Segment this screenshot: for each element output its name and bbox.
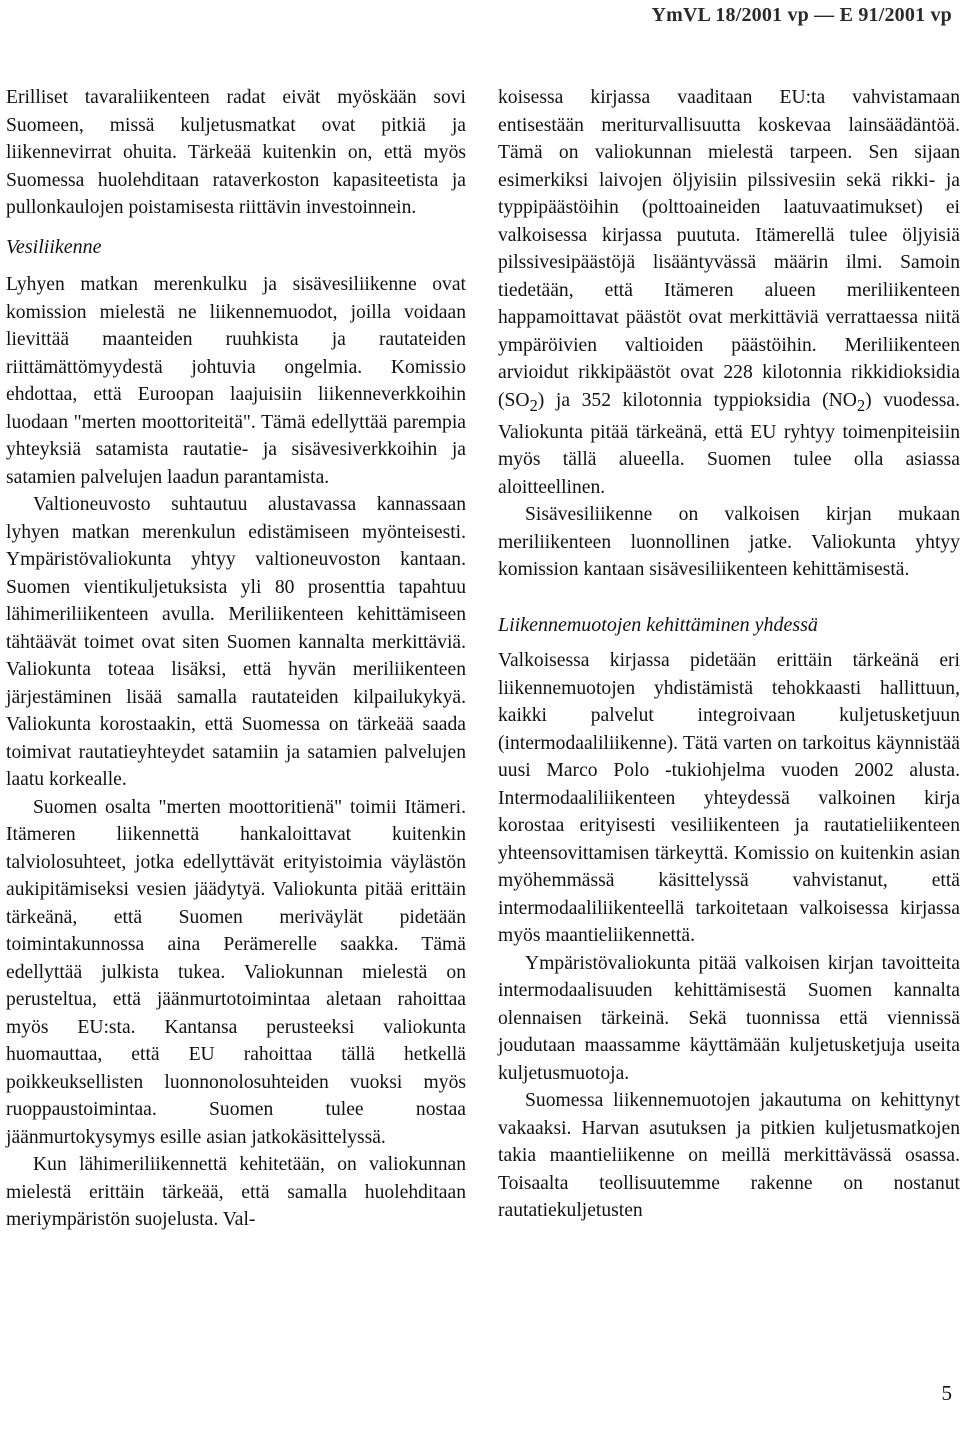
- text-run: ) vuodessa. Valiokunta pitää tärkeänä, että EU ryhtyy toimenpiteisiin myös tällä alueella. Suomen tulee olla asiassa aloitteellinen.: [498, 389, 960, 498]
- paragraph: Suomessa liikennemuotojen jakautuma on kehittynyt vakaaksi. Harvan asutuksen ja pitkien kuljetusmatkojen takia maantieliikenne on meillä merkittävässä osassa. Toisaalta teollisuutemme rakenne on nostanut rautatiekuljetusten: [498, 1090, 960, 1222]
- section-heading-vesiliikenne: Vesiliikenne: [6, 235, 102, 258]
- paragraph: Sisävesiliikenne on valkoisen kirjan mukaan meriliikenteen luonnollinen jatke. Valiokunta yhtyy komission kantaan sisävesiliikenteen kehittämisestä.: [498, 504, 960, 581]
- subscript: 2: [856, 395, 866, 415]
- intro-paragraph: Erilliset tavaraliikenteen radat eivät myöskään sovi Suomeen, missä kuljetusmatkat ovat pitkiä ja liikennevirrat ohuita. Tärkeää kuitenkin on, että myös Suomessa huolehditaan rataverkoston kapasiteetista ja pullonkaulojen poistamisesta riittävin investoinnein.: [6, 87, 466, 218]
- subscript: 2: [529, 395, 538, 415]
- left-column: [6, 84, 466, 1234]
- section-heading-liikennemuodot: Liikennemuotojen kehittäminen yhdessä: [498, 613, 818, 636]
- paragraph-continued: [498, 84, 960, 501]
- text-run: koisessa kirjassa vaaditaan EU:ta vahvistamaan entisestään meriturvallisuutta koskevaa lainsäädäntöä. Tämä on valiokunnan mielestä tarpeen. Sen sijaan esimerkiksi laivojen öljyisiin pilssivesiin sekä rikki- ja typpipäästöihin (polttoaineiden laatuvaatimukset) ei valkoisessa kirjassa puututa. Itämerellä tulee öljyisiä pilssivesipäästöjä lisääntyvässä määrin ilmi. Samoin tiedetään, että Itämeren alueen meriliikenteen happamoittavat päästöt ovat merkittäviä verrattaessa niitä ympäröivien valtioiden päästöihin. Meriliikenteen arvioidut rikkipäästöt ovat 228 kilotonnia rikkidioksidia (SO: [498, 87, 960, 411]
- right-column: [498, 84, 960, 1225]
- paragraph: Valtioneuvosto suhtautuu alustavassa kannassaan lyhyen matkan merenkulun edistämiseen myönteisesti. Ympäristövaliokunta yhtyy valtioneuvoston kantaan. Suomen vientikuljetuksista yli 80 prosenttia tapahtuu lähimeriliikenteen avulla. Meriliikenteen kehittämiseen tähtäävät toimet ovat siten Suomen kannalta merkittäviä. Valiokunta toteaa lisäksi, että hyvän meriliikenteen järjestäminen lisää samalla rautateiden kilpailukykyä. Valiokunta korostaakin, että Suomessa on tärkeää saada toimivat rautatieyhteydet satamiin ja satamien palvelujen laatu korkealle.: [6, 494, 466, 790]
- paragraph: Kun lähimeriliikennettä kehitetään, on valiokunnan mielestä erittäin tärkeää, että samalla huolehditaan meriympäristön suojelusta. Val-: [6, 1154, 466, 1230]
- text-run: ) ja 352 kilotonnia typpioksidia (NO: [537, 389, 857, 411]
- page-number: 5: [941, 1381, 952, 1405]
- paragraph: Lyhyen matkan merenkulku ja sisävesiliikenne ovat komission mielestä ne liikennemuodot, joilla voidaan lievittää maanteiden ruuhkista ja rautateiden riittämättömyydestä johtuvia ongelmia. Komissio ehdottaa, että Euroopan laajuisiin liikenneverkkoihin luodaan "merten moottoriteitä". Tämä edellyttää parempia yhteyksiä satamista rautatie- ja sisävesiverkkoihin ja satamien palvelujen laadun parantamista.: [6, 274, 466, 488]
- paragraph: Valkoisessa kirjassa pidetään erittäin tärkeänä eri liikennemuotojen yhdistämistä tehokkaasti hallittuun, kaikki palvelut integroivaan kuljetusketjuun (intermodaaliliikenne). Tätä varten on tarkoitus käynnistää uusi Marco Polo -tukiohjelma vuoden 2002 alusta. Intermodaaliliikenteen yhteydessä valkoinen kirja korostaa erityisesti vesiliikenteen ja rautatieliikenteen yhteensovittamisen tärkeyttä. Komissio on kuitenkin asian myöhemmässä käsittelyssä vahvistanut, että intermodaaliliikenteellä tarkoitetaan valkoisessa kirjassa myös maantieliikennettä.: [498, 650, 960, 947]
- paragraph: Ympäristövaliokunta pitää valkoisen kirjan tavoitteita intermodaalisuuden kehittämisestä Suomen kannalta olennaisen tärkeinä. Sekä tuonnissa että viennissä joudutaan maassamme käyttämään kuljetusketjuja useita kuljetusmuotoja.: [498, 952, 960, 1084]
- paragraph: Suomen osalta "merten moottoritienä" toimii Itämeri. Itämeren liikennettä hankaloittavat kuitenkin talviolosuhteet, jotka edellyttävät erityistoimia väylästön aukipitämiseksi vesien jäädytyä. Valiokunta pitää erittäin tärkeänä, että Suomen meriväylät pidetään toimintakunnossa aina Perämerelle saakka. Tämä edellyttää julkista tukea. Valiokunnan mielestä on perusteltua, että jäänmurtotoimintaa aletaan rahoittaa myös EU:sta. Kantansa perusteeksi valiokunta huomauttaa, että EU rahoittaa tällä hetkellä poikkeuksellisten luonnonolosuhteiden vuoksi myös ruoppaustoimintaa. Suomen tulee nostaa jäänmurtokysymys esille asian jatkokäsittelyssä.: [6, 796, 466, 1148]
- running-header: YmVL 18/2001 vp — E 91/2001 vp: [651, 4, 952, 26]
